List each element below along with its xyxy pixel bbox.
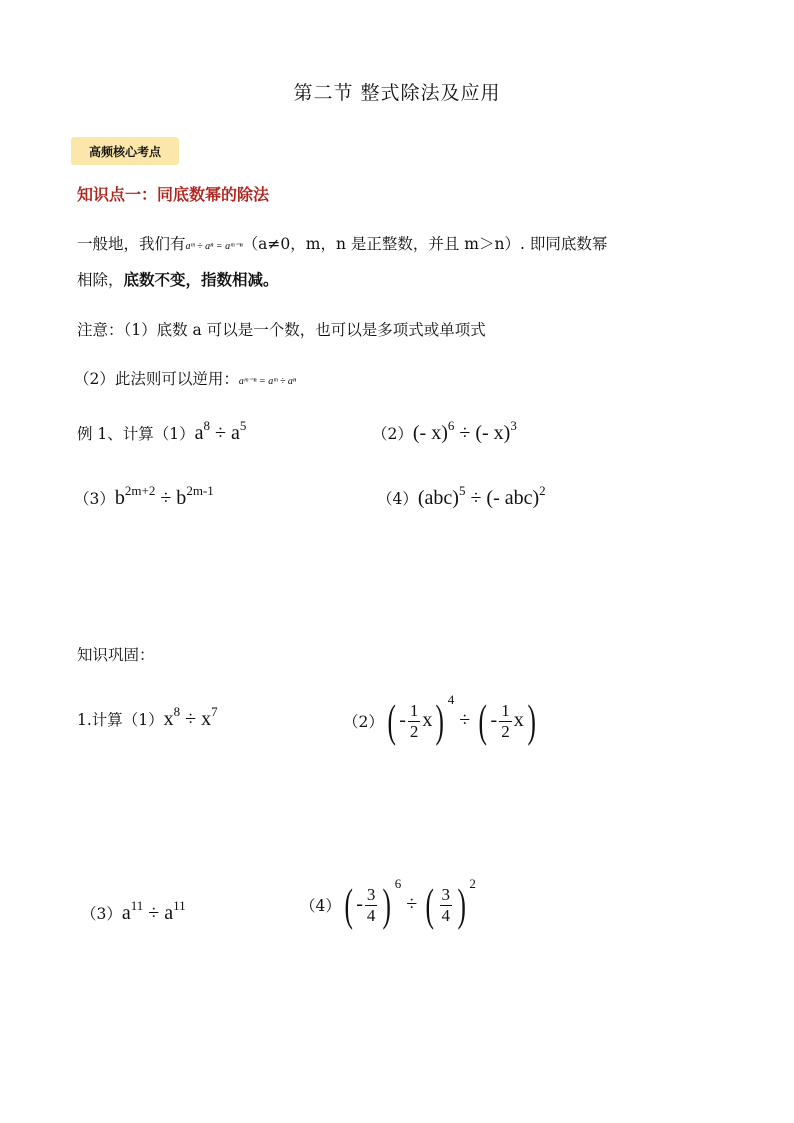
example-1-part-2: （2）(- x)$^6$ ÷ (- x)$^3$ bbox=[372, 418, 517, 444]
math-expression: $x^8 \div x^7$ bbox=[163, 704, 218, 730]
math-expression: $a^8 \div a^5$ bbox=[194, 418, 247, 444]
consolidate-heading: 知识巩固： bbox=[77, 646, 155, 664]
note-1: 注意：（1）底数 a 可以是一个数，也可以是多项式或单项式 bbox=[77, 321, 486, 339]
example-1-part-4: （4）(abc)$^5$ ÷ (- abc)$^2$ bbox=[377, 483, 546, 509]
math-expression: $a^{11} \div a^{11}$ bbox=[121, 898, 186, 924]
exercise-1-part-2: （2）( - $\frac{1}{2}$ x) $^4$ ÷ ( - $\frac{1}{2}$ x) bbox=[343, 698, 539, 744]
intro-line-1: 一般地，我们有aᵐ ÷ aⁿ = aᵐ⁻ⁿ（a≠0，m，n 是正整数，并且 m＞n）. 即同底数幂 bbox=[77, 235, 608, 253]
section-badge: 高频核心考点 bbox=[71, 137, 179, 165]
knowledge-heading: 知识点一：同底数幂的除法 bbox=[77, 185, 270, 204]
math-expression: (- x)$^6$ ÷ (- x)$^3$ bbox=[412, 418, 517, 444]
exercise-1-part-4: （4）( - $\frac{3}{4}$ ) $^6$ ÷ ( $\frac{3}{4}$ ) $^2$ bbox=[300, 875, 476, 930]
example-1-part-3: $(3)b^{2m+2} \div b^{2m-1}$ bbox=[74, 483, 214, 509]
rule-emphasis: 底数不变，指数相减。 bbox=[123, 270, 279, 289]
exercise-1-part-1: 1.计算$(1)x^8 \div x^7$ bbox=[77, 704, 218, 730]
math-expression: $b^{2m+2} \div b^{2m-1}$ bbox=[114, 483, 214, 509]
math-expression: ( - $\frac{1}{2}$ x) $^4$ ÷ ( - $\frac{1}{2}$ x) bbox=[387, 691, 536, 746]
division-formula: aᵐ ÷ aⁿ = aᵐ⁻ⁿ bbox=[185, 241, 243, 252]
reverse-formula: aᵐ⁻ⁿ = aᵐ ÷ aⁿ bbox=[238, 376, 297, 387]
math-expression: (abc)$^5$ ÷ (- abc)$^2$ bbox=[417, 483, 546, 509]
page-title: 第二节 整式除法及应用 bbox=[293, 82, 501, 104]
exercise-1-part-3: $(3)a^{11} \div a^{11}$ bbox=[81, 898, 186, 924]
example-1-part-1: 例 1、计算$(1)a^8 \div a^5$ bbox=[77, 418, 247, 444]
math-expression: ( - $\frac{3}{4}$ ) $^6$ ÷ ( $\frac{3}{4}$ ) $^2$ bbox=[344, 875, 476, 930]
note-2: （2）此法则可以逆用：aᵐ⁻ⁿ = aᵐ ÷ aⁿ bbox=[74, 370, 297, 388]
intro-line-2: 相除，底数不变，指数相减。 bbox=[77, 270, 279, 289]
